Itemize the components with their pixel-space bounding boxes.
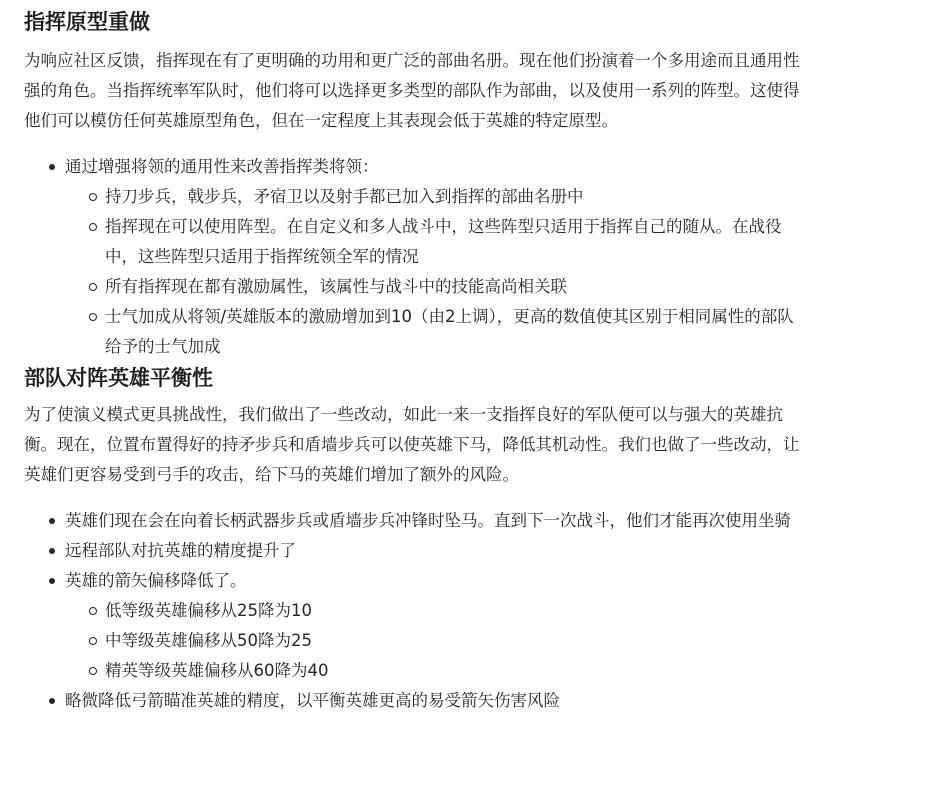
sub-list-item: 持刀步兵，戟步兵，矛宿卫以及射手都已加入到指挥的部曲名册中 [105,182,809,212]
sub-list-item: 中等级英雄偏移从50降为25 [105,626,809,656]
sub-list-item: 精英等级英雄偏移从60降为40 [105,656,809,686]
section-heading-units-vs-heroes: 部队对阵英雄平衡性 [24,366,213,390]
list-item: 略微降低弓箭瞄准英雄的精度，以平衡英雄更高的易受箭矢伤害风险 [65,686,809,716]
list-item: 远程部队对抗英雄的精度提升了 [65,536,809,566]
article-content [24,0,809,716]
arrow-deviation-sub-list [65,596,809,686]
commander-change-list [24,152,809,362]
sub-list-item: 指挥现在可以使用阵型。在自定义和多人战斗中，这些阵型只适用于指挥自己的随从。在战役中，这些阵型只适用于指挥统领全军的情况 [105,212,809,272]
section-heading-commander-rework: 指挥原型重做 [24,10,150,34]
commander-sub-list [65,182,809,362]
sub-list-item: 士气加成从将领/英雄版本的激励增加到10（由2上调），更高的数值使其区别于相同属性的部队给予的士气加成 [105,302,809,362]
list-item [65,152,809,362]
list-item-text: 通过增强将领的通用性来改善指挥类将领： [65,157,379,176]
list-item-text: 英雄的箭矢偏移降低了。 [65,571,247,590]
sub-list-item: 低等级英雄偏移从25降为10 [105,596,809,626]
list-item [65,566,809,686]
balance-change-list [24,506,809,716]
sub-list-item: 所有指挥现在都有激励属性，该属性与战斗中的技能高尚相关联 [105,272,809,302]
list-item: 英雄们现在会在向着长柄武器步兵或盾墙步兵冲锋时坠马。直到下一次战斗，他们才能再次使用坐骑 [65,506,809,536]
section-paragraph-commander-rework: 为响应社区反馈，指挥现在有了更明确的功用和更广泛的部曲名册。现在他们扮演着一个多用途而且通用性强的角色。当指挥统率军队时，他们将可以选择更多类型的部队作为部曲，以及使用一系列的阵型。这使得他们可以模仿任何英雄原型角色，但在一定程度上其表现会低于英雄的特定原型。 [24,51,800,130]
section-paragraph-units-vs-heroes: 为了使演义模式更具挑战性，我们做出了一些改动，如此一来一支指挥良好的军队便可以与强大的英雄抗衡。现在，位置布置得好的持矛步兵和盾墙步兵可以使英雄下马，降低其机动性。我们也做了一些改动，让英雄们更容易受到弓手的攻击，给下马的英雄们增加了额外的风险。 [24,405,800,484]
